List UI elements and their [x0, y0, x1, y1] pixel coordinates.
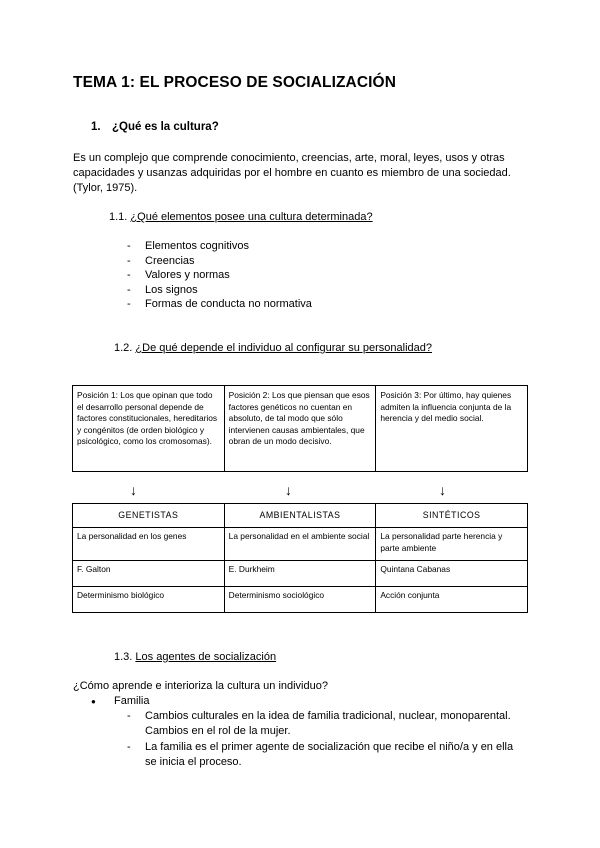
table-header-row	[73, 504, 528, 528]
table-cell: Acción conjunta	[376, 587, 528, 613]
down-arrow-icon: ↓	[285, 482, 292, 498]
table-cell: La personalidad parte herencia y parte ambiente	[376, 528, 528, 561]
bullet-icon: ●	[91, 697, 96, 706]
down-arrow-icon: ↓	[130, 482, 137, 498]
list-item: - Creencias	[127, 254, 195, 267]
list-item: - Cambios culturales en la idea de familia tradicional, nuclear, monoparental. Cambios en el rol de la mujer.	[127, 710, 511, 737]
table-cell: Determinismo sociológico	[224, 587, 376, 613]
header-ambientalistas: AMBIENTALISTAS	[224, 504, 376, 528]
subsection-1-1-title: ¿Qué elementos posee una cultura determinada?	[130, 211, 373, 223]
subsection-1-3-number: 1.3.	[114, 651, 133, 663]
list-item: - Los signos	[127, 283, 198, 296]
list-item: - Valores y normas	[127, 269, 230, 282]
subsection-1-2-title: ¿De qué depende el individuo al configurar su personalidad?	[135, 342, 433, 354]
section-1-number: 1.	[91, 121, 101, 133]
list-item: - La familia es el primer agente de socialización que recibe el niño/a y en ella se inicia el proceso.	[127, 741, 514, 768]
table-cell: Determinismo biológico	[73, 587, 225, 613]
position-1-cell: Posición 1: Los que opinan que todo el desarrollo personal depende de factores constitucionales, hereditarios y congénitos (de orden biológico y psicológico, como los cromosomas).	[73, 386, 225, 472]
subsection-1-2-heading	[114, 342, 432, 354]
family-sublist	[127, 709, 527, 769]
section-1-heading	[91, 121, 219, 133]
subsection-1-3-heading	[114, 651, 276, 663]
list-item: - Formas de conducta no normativa	[127, 298, 312, 311]
position-2-cell: Posición 2: Los que piensan que esos factores genéticos no cuentan en absoluto, de tal modo que sólo intervienen causas ambientales, que obran de un modo decisivo.	[224, 386, 376, 472]
table-cell: La personalidad en los genes	[73, 528, 225, 561]
table-row	[73, 528, 528, 561]
table-cell: Quintana Cabanas	[376, 561, 528, 587]
positions-table	[72, 385, 528, 472]
question-text: ¿Cómo aprende e interioriza la cultura un individuo?	[73, 680, 328, 692]
culture-elements-list	[127, 239, 312, 312]
table-row	[73, 587, 528, 613]
results-table	[72, 503, 528, 613]
table-row	[73, 561, 528, 587]
subsection-1-1-number: 1.1.	[109, 211, 128, 223]
page-title: TEMA 1: EL PROCESO DE SOCIALIZACIÓN	[73, 74, 396, 91]
table-row	[73, 386, 528, 472]
down-arrow-icon: ↓	[439, 482, 446, 498]
section-1-title: ¿Qué es la cultura?	[112, 121, 219, 133]
culture-definition: Es un complejo que comprende conocimiento, creencias, arte, moral, leyes, usos y otras capacidades y usanzas adquiridas por el hombre en cuanto es miembro de una sociedad. (Tylor, 1975).	[73, 152, 511, 194]
table-cell: F. Galton	[73, 561, 225, 587]
list-item: - Elementos cognitivos	[127, 240, 249, 252]
subsection-1-2-number: 1.2.	[114, 342, 133, 354]
subsection-1-3-title: Los agentes de socialización	[135, 651, 277, 663]
bullet-item-familia: ● Familia	[91, 695, 150, 707]
header-sinteticos: SINTÉTICOS	[376, 504, 528, 528]
subsection-1-1-heading	[109, 211, 373, 223]
table-cell: La personalidad en el ambiente social	[224, 528, 376, 561]
header-genetistas: GENETISTAS	[73, 504, 225, 528]
table-cell: E. Durkheim	[224, 561, 376, 587]
position-3-cell: Posición 3: Por último, hay quienes admiten la influencia conjunta de la herencia y del medio social.	[376, 386, 528, 472]
